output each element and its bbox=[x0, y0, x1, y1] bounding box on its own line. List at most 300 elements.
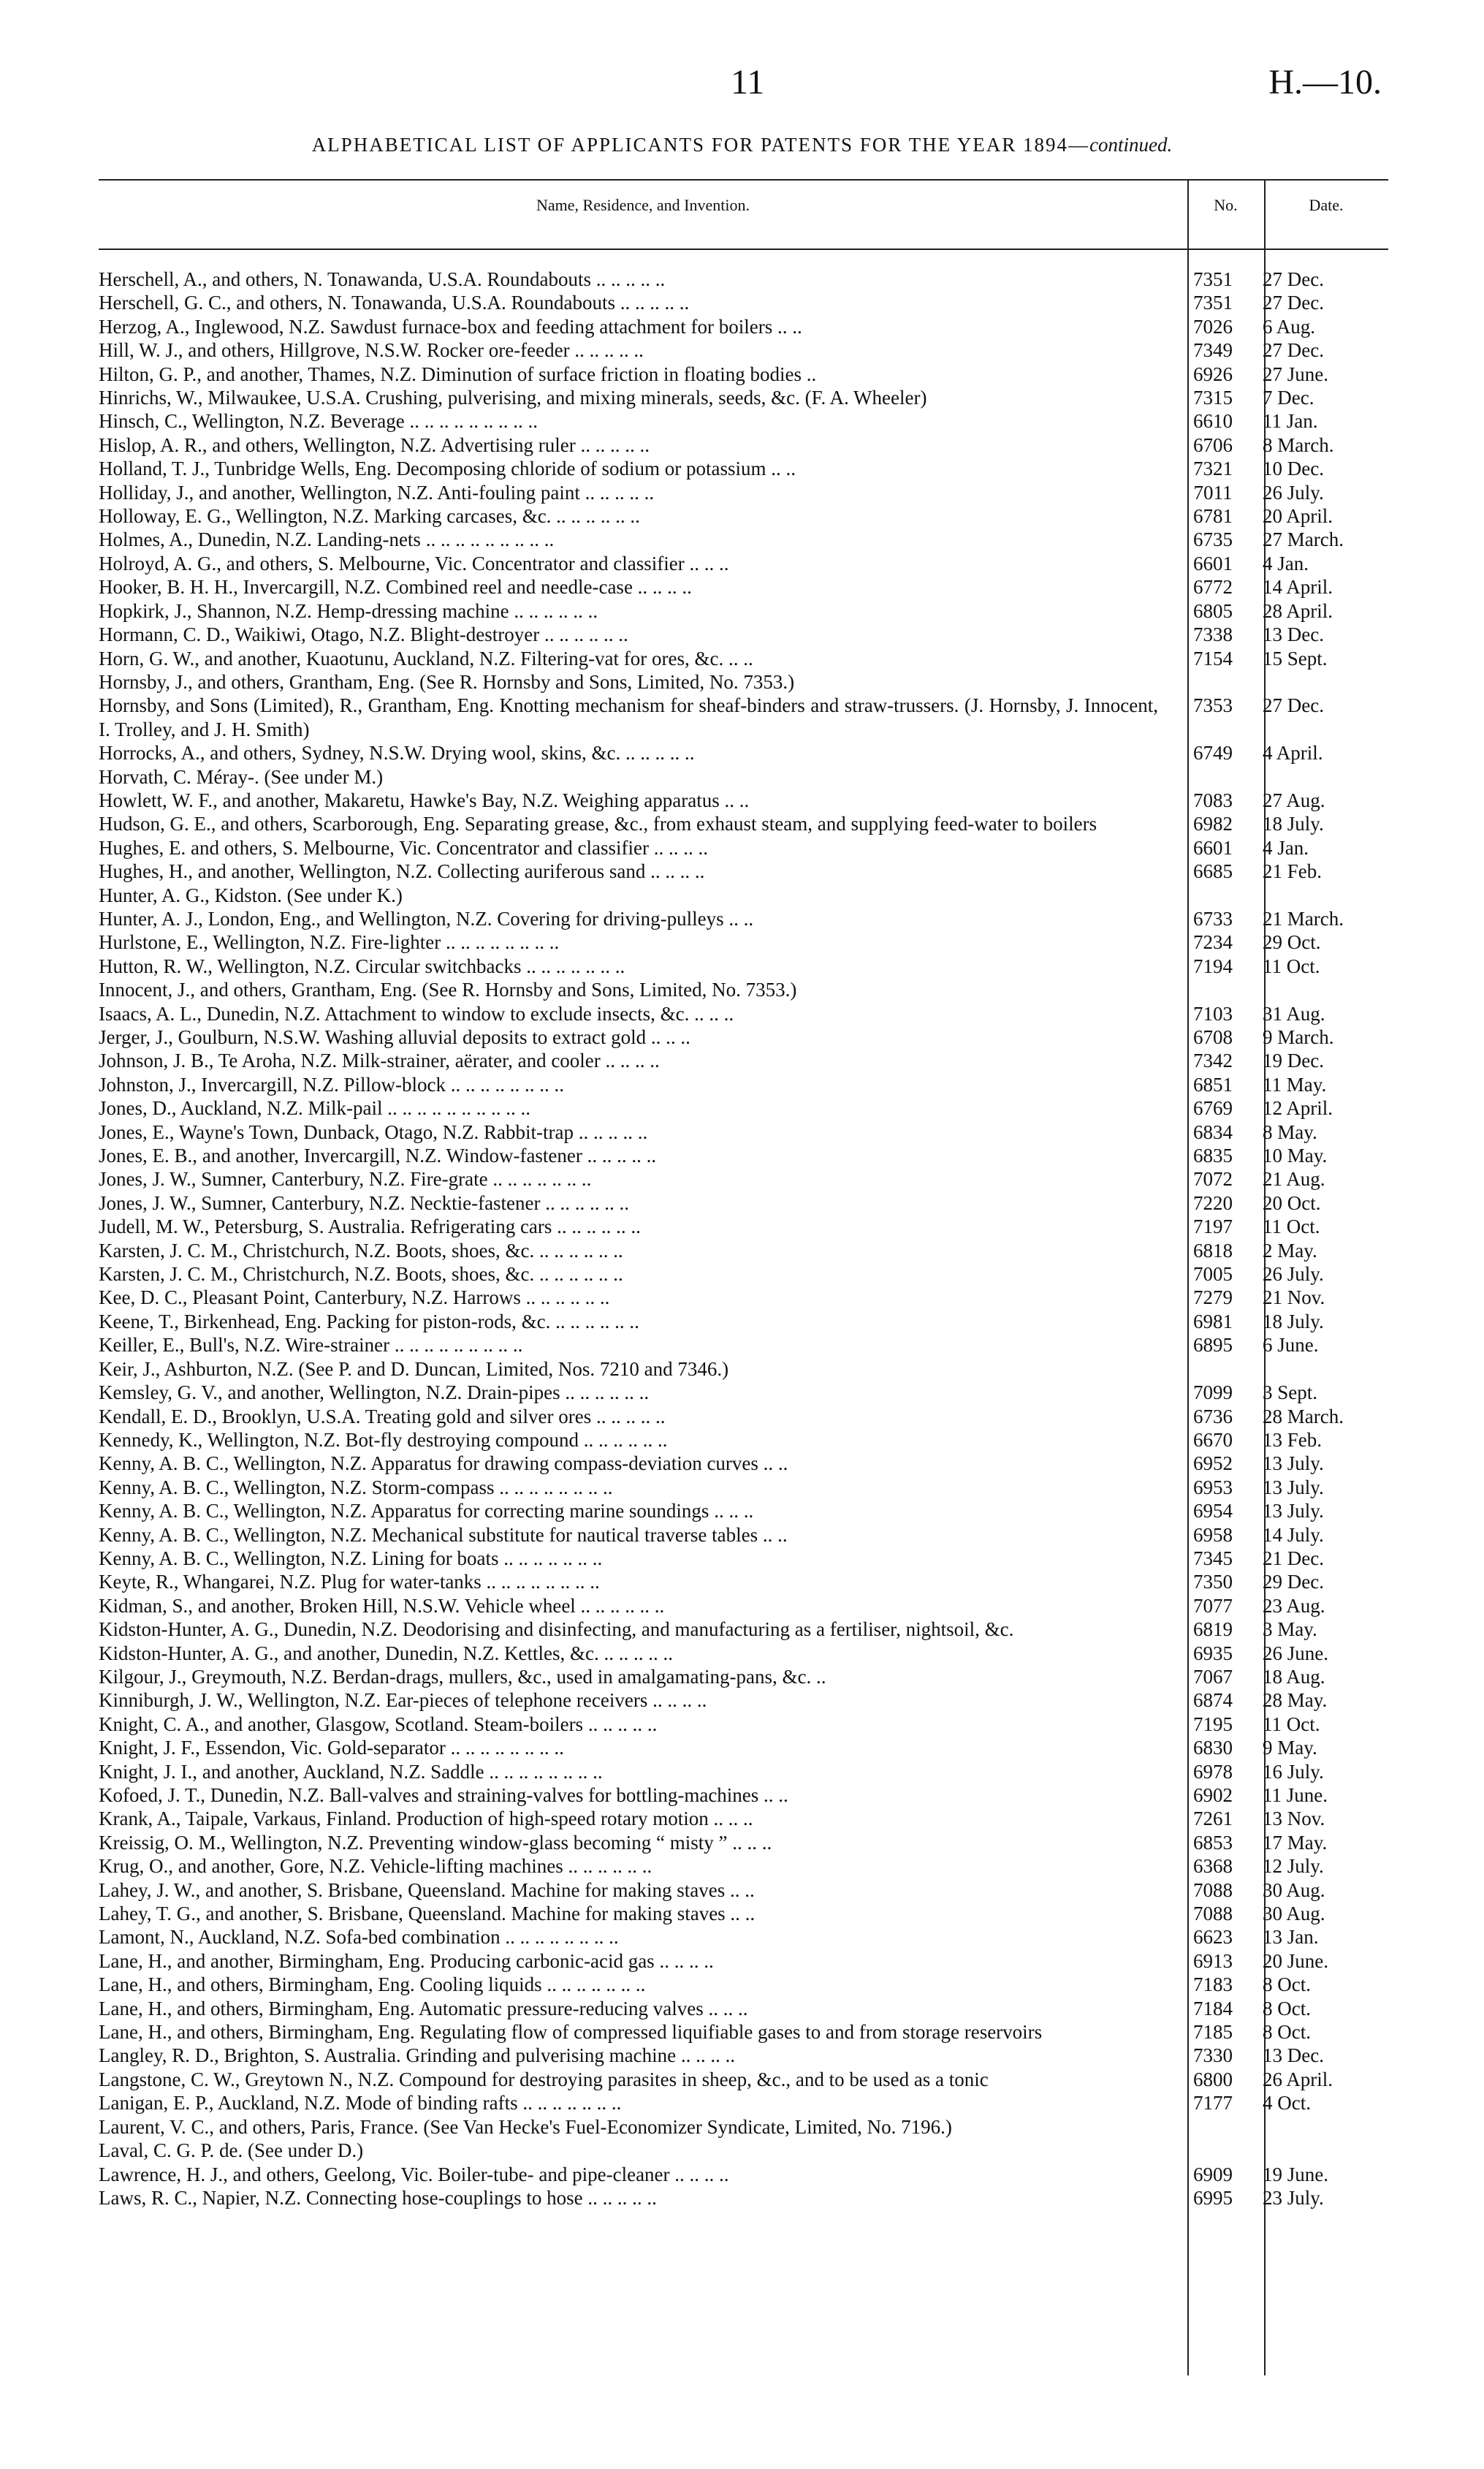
entry-number: 6834 bbox=[1193, 1120, 1233, 1143]
entry-text: Keyte, R., Whangarei, N.Z. Plug for water-tanks .. .. .. .. .. .. .. .. bbox=[99, 1571, 600, 1593]
entry-text: Horn, G. W., and another, Kuaotunu, Auckland, N.Z. Filtering-vat for ores, &c. .. .. bbox=[99, 647, 753, 670]
entry-text: Lamont, N., Auckland, N.Z. Sofa-bed combination .. .. .. .. .. .. .. .. bbox=[99, 1926, 619, 1949]
entry-date: 27 Dec. bbox=[1263, 339, 1324, 362]
entry-date: 11 Oct. bbox=[1263, 1713, 1320, 1735]
entry-date: 11 June. bbox=[1263, 1784, 1328, 1806]
entry-date: 26 July. bbox=[1263, 1263, 1324, 1286]
entry-text: Knight, J. I., and another, Auckland, N.Z. Saddle .. .. .. .. .. .. .. .. bbox=[99, 1760, 603, 1783]
column-header-no: No. bbox=[1214, 196, 1238, 214]
list-entry bbox=[99, 363, 1388, 386]
entry-text: Kinniburgh, J. W., Wellington, N.Z. Ear-pieces of telephone receivers .. .. .. .. bbox=[99, 1689, 707, 1712]
entry-number: 7077 bbox=[1193, 1594, 1233, 1617]
entry-number: 6982 bbox=[1193, 813, 1233, 835]
entry-date: 2 May. bbox=[1263, 1239, 1317, 1262]
entry-text: Laws, R. C., Napier, N.Z. Connecting hose-couplings to hose .. .. .. .. .. bbox=[99, 2186, 657, 2209]
entry-date: 13 Nov. bbox=[1263, 1808, 1325, 1830]
list-entry bbox=[99, 1594, 1388, 1617]
entry-text: Herzog, A., Inglewood, N.Z. Sawdust furnace-box and feeding attachment for boilers .. .. bbox=[99, 315, 802, 338]
entry-text: Kenny, A. B. C., Wellington, N.Z. Apparatus for correcting marine soundings .. .. .. bbox=[99, 1500, 754, 1522]
entry-text: Hopkirk, J., Shannon, N.Z. Hemp-dressing machine .. .. .. .. .. .. bbox=[99, 599, 598, 622]
entry-text: Lahey, J. W., and another, S. Brisbane, Queensland. Machine for making staves .. .. bbox=[99, 1878, 755, 1901]
entry-number: 6601 bbox=[1193, 552, 1233, 574]
entry-text: Howlett, W. F., and another, Makaretu, Hawke's Bay, N.Z. Weighing apparatus .. .. bbox=[99, 789, 750, 811]
entry-text: Hornsby, J., and others, Grantham, Eng. (See R. Hornsby and Sons, Limited, No. 7353.) bbox=[99, 670, 795, 693]
list-entry bbox=[99, 481, 1388, 504]
entry-text: Lawrence, H. J., and others, Geelong, Vic. Boiler-tube- and pipe-cleaner .. .. .. .. bbox=[99, 2163, 729, 2185]
entry-text: Kenny, A. B. C., Wellington, N.Z. Storm-compass .. .. .. .. .. .. .. .. bbox=[99, 1476, 613, 1498]
entry-text: Knight, J. F., Essendon, Vic. Gold-separator .. .. .. .. .. .. .. .. bbox=[99, 1737, 564, 1759]
list-entry bbox=[99, 1073, 1388, 1096]
entry-date: 27 June. bbox=[1263, 363, 1328, 385]
list-entry bbox=[99, 575, 1388, 599]
list-entry bbox=[99, 1357, 1388, 1381]
entry-date: 30 Aug. bbox=[1263, 1878, 1325, 1901]
applicant-list bbox=[99, 268, 1388, 2210]
entry-number: 6981 bbox=[1193, 1310, 1233, 1332]
entry-text: Holland, T. J., Tunbridge Wells, Eng. Decomposing chloride of sodium or potassium .. .. bbox=[99, 458, 796, 480]
entry-text: Jones, E. B., and another, Invercargill, N.Z. Window-fastener .. .. .. .. .. bbox=[99, 1145, 657, 1167]
list-entry bbox=[99, 884, 1388, 907]
entry-number: 6805 bbox=[1193, 599, 1233, 622]
entry-number: 7338 bbox=[1193, 623, 1233, 646]
entry-number: 7349 bbox=[1193, 339, 1233, 362]
entry-number: 7088 bbox=[1193, 1878, 1233, 1901]
entry-date: 11 Jan. bbox=[1263, 410, 1318, 433]
list-entry bbox=[99, 1902, 1388, 1925]
entry-number: 7103 bbox=[1193, 1002, 1233, 1025]
entry-date: 28 March. bbox=[1263, 1405, 1344, 1427]
entry-date: 8 Oct. bbox=[1263, 2021, 1311, 2044]
entry-number: 6851 bbox=[1193, 1073, 1233, 1096]
entry-text: Hudson, G. E., and others, Scarborough, Eng. Separating grease, &c., from exhaust steam, and supplying feed-water to boilers bbox=[99, 813, 1097, 835]
list-entry bbox=[99, 1476, 1388, 1499]
list-entry bbox=[99, 2186, 1388, 2210]
entry-date: 26 July. bbox=[1263, 481, 1324, 504]
entry-number: 6818 bbox=[1193, 1239, 1233, 1262]
entry-number: 6736 bbox=[1193, 1405, 1233, 1427]
entry-text: Hunter, A. G., Kidston. (See under K.) bbox=[99, 884, 403, 906]
entry-date: 18 July. bbox=[1263, 813, 1324, 835]
entry-text: Langley, R. D., Brighton, S. Australia. Grinding and pulverising machine .. .. .. .. bbox=[99, 2044, 736, 2067]
entry-date: 8 Oct. bbox=[1263, 1973, 1311, 1996]
list-entry bbox=[99, 552, 1388, 575]
entry-number: 7197 bbox=[1193, 1215, 1233, 1238]
entry-date: 19 June. bbox=[1263, 2163, 1328, 2185]
entry-text: Karsten, J. C. M., Christchurch, N.Z. Boots, shoes, &c. .. .. .. .. .. .. bbox=[99, 1239, 623, 1262]
list-entry bbox=[99, 1854, 1388, 1878]
list-entry bbox=[99, 836, 1388, 860]
list-entry bbox=[99, 1783, 1388, 1807]
list-entry bbox=[99, 789, 1388, 812]
document-title bbox=[0, 134, 1484, 156]
entry-text: Kennedy, K., Wellington, N.Z. Bot-fly destroying compound .. .. .. .. .. .. bbox=[99, 1428, 668, 1451]
entry-date: 11 May. bbox=[1263, 1073, 1327, 1096]
list-entry bbox=[99, 907, 1388, 930]
entry-number: 7195 bbox=[1193, 1713, 1233, 1735]
list-entry bbox=[99, 291, 1388, 314]
entry-date: 6 Aug. bbox=[1263, 315, 1316, 338]
entry-text: Hill, W. J., and others, Hillgrove, N.S.W. Rocker ore-feeder .. .. .. .. .. bbox=[99, 339, 644, 362]
entry-text: Krug, O., and another, Gore, N.Z. Vehicle-lifting machines .. .. .. .. .. .. bbox=[99, 1855, 652, 1878]
entry-date: 12 July. bbox=[1263, 1855, 1324, 1878]
entry-number: 7185 bbox=[1193, 2021, 1233, 2044]
list-entry bbox=[99, 1925, 1388, 1949]
column-header-name: Name, Residence, and Invention. bbox=[536, 196, 750, 214]
entry-date: 16 July. bbox=[1263, 1760, 1324, 1783]
entry-number: 6995 bbox=[1193, 2186, 1233, 2209]
entry-date: 11 Oct. bbox=[1263, 1215, 1320, 1238]
entry-text: Judell, M. W., Petersburg, S. Australia. Refrigerating cars .. .. .. .. .. .. bbox=[99, 1215, 641, 1238]
entry-number: 7154 bbox=[1193, 647, 1233, 670]
list-entry bbox=[99, 2020, 1388, 2044]
list-entry bbox=[99, 978, 1388, 1001]
list-entry bbox=[99, 955, 1388, 978]
entry-number: 6978 bbox=[1193, 1760, 1233, 1783]
list-entry bbox=[99, 765, 1388, 789]
list-entry bbox=[99, 1144, 1388, 1167]
entry-number: 7184 bbox=[1193, 1997, 1233, 2019]
entry-text: Kofoed, J. T., Dunedin, N.Z. Ball-valves and straining-valves for bottling-machines .. .. bbox=[99, 1784, 788, 1806]
entry-number: 6895 bbox=[1193, 1334, 1233, 1357]
entry-text: Knight, C. A., and another, Glasgow, Scotland. Steam-boilers .. .. .. .. .. bbox=[99, 1713, 658, 1735]
entry-date: 29 Oct. bbox=[1263, 931, 1321, 954]
entry-text: Herschell, A., and others, N. Tonawanda, U.S.A. Roundabouts .. .. .. .. .. bbox=[99, 268, 666, 290]
list-entry bbox=[99, 1997, 1388, 2020]
entry-date: 13 Dec. bbox=[1263, 2044, 1324, 2067]
entry-text: Kidston-Hunter, A. G., Dunedin, N.Z. Deodorising and disinfecting, and manufacturing as a fertiliser, nightsoil, &c. bbox=[99, 1618, 1014, 1641]
list-entry bbox=[99, 1167, 1388, 1191]
entry-date: 15 Sept. bbox=[1263, 647, 1328, 670]
entry-number: 7220 bbox=[1193, 1191, 1233, 1214]
entry-number: 6769 bbox=[1193, 1097, 1233, 1120]
entry-text: Kee, D. C., Pleasant Point, Canterbury, N.Z. Harrows .. .. .. .. .. .. bbox=[99, 1286, 610, 1309]
entry-date: 27 Dec. bbox=[1263, 268, 1324, 290]
entry-number: 7351 bbox=[1193, 292, 1233, 314]
list-entry bbox=[99, 1713, 1388, 1736]
list-entry bbox=[99, 1191, 1388, 1215]
entry-text: Hurlstone, E., Wellington, N.Z. Fire-lighter .. .. .. .. .. .. .. .. bbox=[99, 931, 560, 954]
entry-text: Kenny, A. B. C., Wellington, N.Z. Apparatus for drawing compass-deviation curves .. .. bbox=[99, 1452, 788, 1475]
entry-text: Jones, D., Auckland, N.Z. Milk-pail .. .. .. .. .. .. .. .. .. .. bbox=[99, 1097, 530, 1120]
list-entry bbox=[99, 1452, 1388, 1475]
list-entry bbox=[99, 1642, 1388, 1665]
list-entry bbox=[99, 1215, 1388, 1238]
list-entry bbox=[99, 1878, 1388, 1902]
entry-text: Hilton, G. P., and another, Thames, N.Z. Diminution of surface friction in floating bodies .. bbox=[99, 363, 817, 385]
entry-date: 20 June. bbox=[1263, 1949, 1328, 1972]
entry-text: Hinsch, C., Wellington, N.Z. Beverage .. .. .. .. .. .. .. .. .. bbox=[99, 410, 539, 433]
entry-number: 7083 bbox=[1193, 789, 1233, 811]
entry-number: 6926 bbox=[1193, 363, 1233, 385]
entry-text: Horrocks, A., and others, Sydney, N.S.W. Drying wool, skins, &c. .. .. .. .. .. bbox=[99, 742, 695, 765]
entry-number: 7351 bbox=[1193, 268, 1233, 290]
list-entry bbox=[99, 812, 1388, 835]
entry-text: Hinrichs, W., Milwaukee, U.S.A. Crushing, pulverising, and mixing minerals, seeds, &c. (F. A. Wheeler) bbox=[99, 387, 927, 409]
entry-text: Hislop, A. R., and others, Wellington, N.Z. Advertising ruler .. .. .. .. .. bbox=[99, 433, 650, 456]
entry-text: Lane, H., and others, Birmingham, Eng. Automatic pressure-reducing valves .. .. .. bbox=[99, 1997, 748, 2019]
entry-number: 6708 bbox=[1193, 1026, 1233, 1048]
entry-date: 28 May. bbox=[1263, 1689, 1328, 1712]
entry-number: 6909 bbox=[1193, 2163, 1233, 2185]
entry-number: 7088 bbox=[1193, 1903, 1233, 1925]
entry-text: Laurent, V. C., and others, Paris, France. (See Van Hecke's Fuel-Economizer Syndicate, Limited, No. 7196.) bbox=[99, 2115, 952, 2138]
entry-text: Krank, A., Taipale, Varkaus, Finland. Production of high-speed rotary motion .. .. .. bbox=[99, 1808, 753, 1830]
entry-number: 7261 bbox=[1193, 1808, 1233, 1830]
entry-date: 14 July. bbox=[1263, 1523, 1324, 1546]
entry-number: 7315 bbox=[1193, 387, 1233, 409]
list-entry bbox=[99, 860, 1388, 883]
entry-number: 7099 bbox=[1193, 1381, 1233, 1404]
entry-date: 18 Aug. bbox=[1263, 1665, 1325, 1688]
entry-number: 7342 bbox=[1193, 1050, 1233, 1072]
column-header-date: Date. bbox=[1309, 196, 1344, 214]
entry-date: 18 July. bbox=[1263, 1310, 1324, 1332]
entry-number: 7353 bbox=[1193, 694, 1233, 717]
entry-number: 6772 bbox=[1193, 576, 1233, 599]
entry-date: 13 July. bbox=[1263, 1476, 1324, 1498]
entry-number: 7350 bbox=[1193, 1571, 1233, 1593]
list-entry bbox=[99, 386, 1388, 409]
entry-date: 4 Jan. bbox=[1263, 836, 1309, 859]
entry-date: 8 May. bbox=[1263, 1120, 1317, 1143]
list-entry bbox=[99, 457, 1388, 480]
entry-number: 7072 bbox=[1193, 1168, 1233, 1191]
entry-text: Johnson, J. B., Te Aroha, N.Z. Milk-strainer, aërater, and cooler .. .. .. .. bbox=[99, 1050, 660, 1072]
entry-date: 7 Dec. bbox=[1263, 387, 1314, 409]
entry-number: 6749 bbox=[1193, 742, 1233, 765]
list-entry bbox=[99, 338, 1388, 362]
entry-number: 6835 bbox=[1193, 1145, 1233, 1167]
list-entry bbox=[99, 2163, 1388, 2186]
header-top-rule bbox=[99, 179, 1388, 181]
entry-number: 7011 bbox=[1193, 481, 1233, 504]
list-entry bbox=[99, 504, 1388, 528]
list-entry bbox=[99, 2115, 1388, 2139]
entry-number: 6954 bbox=[1193, 1500, 1233, 1522]
list-entry bbox=[99, 1428, 1388, 1452]
entry-text: Lane, H., and others, Birmingham, Eng. Cooling liquids .. .. .. .. .. .. .. bbox=[99, 1973, 646, 1996]
entry-text: Jerger, J., Goulburn, N.S.W. Washing alluvial deposits to extract gold .. .. .. bbox=[99, 1026, 690, 1048]
list-entry bbox=[99, 409, 1388, 433]
entry-text: Herschell, G. C., and others, N. Tonawanda, U.S.A. Roundabouts .. .. .. .. .. bbox=[99, 292, 690, 314]
entry-date: 20 Oct. bbox=[1263, 1191, 1321, 1214]
list-entry bbox=[99, 623, 1388, 646]
entry-date: 23 Aug. bbox=[1263, 1594, 1325, 1617]
entry-date: 9 May. bbox=[1263, 1737, 1317, 1759]
entry-text: Kreissig, O. M., Wellington, N.Z. Preventing window-glass becoming “ misty ” .. .. .. bbox=[99, 1831, 772, 1854]
entry-text: Laval, C. G. P. de. (See under D.) bbox=[99, 2139, 364, 2162]
page-number: 11 bbox=[731, 63, 765, 102]
entry-date: 20 April. bbox=[1263, 505, 1333, 528]
entry-date: 28 April. bbox=[1263, 599, 1333, 622]
entry-date: 21 Feb. bbox=[1263, 860, 1322, 883]
list-entry bbox=[99, 1665, 1388, 1688]
entry-number: 6706 bbox=[1193, 433, 1233, 456]
entry-text: Keir, J., Ashburton, N.Z. (See P. and D. Duncan, Limited, Nos. 7210 and 7346.) bbox=[99, 1357, 729, 1380]
entry-text: Keiller, E., Bull's, N.Z. Wire-strainer .. .. .. .. .. .. .. .. .. bbox=[99, 1334, 523, 1357]
entry-number: 6623 bbox=[1193, 1926, 1233, 1949]
list-entry bbox=[99, 1333, 1388, 1357]
entry-date: 19 Dec. bbox=[1263, 1050, 1324, 1072]
entry-number: 6874 bbox=[1193, 1689, 1233, 1712]
entry-date: 4 April. bbox=[1263, 742, 1323, 765]
entry-text: Kilgour, J., Greymouth, N.Z. Berdan-drags, mullers, &c., used in amalgamating-pans, &c. .. bbox=[99, 1665, 826, 1688]
list-entry bbox=[99, 930, 1388, 954]
entry-number: 6913 bbox=[1193, 1949, 1233, 1972]
entry-date: 30 Aug. bbox=[1263, 1903, 1325, 1925]
entry-number: 6830 bbox=[1193, 1737, 1233, 1759]
entry-number: 6368 bbox=[1193, 1855, 1233, 1878]
entry-text: Karsten, J. C. M., Christchurch, N.Z. Boots, shoes, &c. .. .. .. .. .. .. bbox=[99, 1263, 623, 1286]
entry-text: Hughes, H., and another, Wellington, N.Z. Collecting auriferous sand .. .. .. .. bbox=[99, 860, 705, 883]
entry-number: 7194 bbox=[1193, 955, 1233, 977]
entry-date: 27 Dec. bbox=[1263, 292, 1324, 314]
entry-date: 11 Oct. bbox=[1263, 955, 1320, 977]
list-entry bbox=[99, 1286, 1388, 1309]
entry-text: Keene, T., Birkenhead, Eng. Packing for piston-rods, &c. .. .. .. .. .. .. bbox=[99, 1310, 639, 1332]
list-entry bbox=[99, 694, 1388, 741]
entry-text: Jones, J. W., Sumner, Canterbury, N.Z. Necktie-fastener .. .. .. .. .. .. bbox=[99, 1191, 630, 1214]
entry-number: 6853 bbox=[1193, 1831, 1233, 1854]
list-entry bbox=[99, 1807, 1388, 1830]
entry-date: 13 Feb. bbox=[1263, 1428, 1322, 1451]
entry-number: 6685 bbox=[1193, 860, 1233, 883]
entry-number: 6952 bbox=[1193, 1452, 1233, 1475]
entry-number: 6670 bbox=[1193, 1428, 1233, 1451]
list-entry bbox=[99, 528, 1388, 551]
entry-date: 9 March. bbox=[1263, 1026, 1334, 1048]
list-entry bbox=[99, 1547, 1388, 1570]
entry-text: Hughes, E. and others, S. Melbourne, Vic. Concentrator and classifier .. .. .. .. bbox=[99, 836, 708, 859]
entry-text: Hornsby, and Sons (Limited), R., Grantham, Eng. Knotting mechanism for sheaf-binders and straw-trussers. (J. Hornsby, J. Innocent, I. Trolley, and J. H. Smith) bbox=[99, 694, 1158, 740]
entry-number: 7026 bbox=[1193, 315, 1233, 338]
entry-text: Kenny, A. B. C., Wellington, N.Z. Mechanical substitute for nautical traverse tables .. .. bbox=[99, 1523, 788, 1546]
list-entry bbox=[99, 599, 1388, 623]
entry-number: 6735 bbox=[1193, 528, 1233, 551]
entry-number: 6781 bbox=[1193, 505, 1233, 528]
list-entry bbox=[99, 1688, 1388, 1712]
entry-text: Innocent, J., and others, Grantham, Eng. (See R. Hornsby and Sons, Limited, No. 7353.) bbox=[99, 979, 797, 1001]
entry-text: Holmes, A., Dunedin, N.Z. Landing-nets .. .. .. .. .. .. .. .. .. bbox=[99, 528, 555, 551]
list-entry bbox=[99, 2068, 1388, 2091]
list-entry bbox=[99, 1949, 1388, 1973]
entry-text: Kidman, S., and another, Broken Hill, N.S.W. Vehicle wheel .. .. .. .. .. .. bbox=[99, 1594, 665, 1617]
entry-number: 6610 bbox=[1193, 410, 1233, 433]
entry-text: Lane, H., and others, Birmingham, Eng. Regulating flow of compressed liquifiable gases to and from storage reservoirs bbox=[99, 2021, 1043, 2044]
list-entry bbox=[99, 1760, 1388, 1783]
entry-date: 10 Dec. bbox=[1263, 458, 1324, 480]
entry-text: Holroyd, A. G., and others, S. Melbourne, Vic. Concentrator and classifier .. .. .. bbox=[99, 552, 729, 574]
entry-date: 10 May. bbox=[1263, 1145, 1328, 1167]
entry-date: 3 Sept. bbox=[1263, 1381, 1318, 1404]
list-entry bbox=[99, 1381, 1388, 1404]
list-entry bbox=[99, 1973, 1388, 1996]
entry-text: Isaacs, A. L., Dunedin, N.Z. Attachment to window to exclude insects, &c. .. .. .. bbox=[99, 1002, 734, 1025]
entry-text: Johnston, J., Invercargill, N.Z. Pillow-block .. .. .. .. .. .. .. .. bbox=[99, 1073, 564, 1096]
title-main: ALPHABETICAL LIST OF APPLICANTS FOR PATENTS FOR THE YEAR 1894— bbox=[311, 134, 1090, 156]
entry-text: Horvath, C. Méray-. (See under M.) bbox=[99, 765, 384, 788]
list-entry bbox=[99, 1736, 1388, 1759]
list-entry bbox=[99, 1831, 1388, 1854]
entry-date: 12 April. bbox=[1263, 1097, 1333, 1120]
entry-number: 6819 bbox=[1193, 1618, 1233, 1641]
entry-number: 7005 bbox=[1193, 1263, 1233, 1286]
entry-text: Jones, E., Wayne's Town, Dunback, Otago, N.Z. Rabbit-trap .. .. .. .. .. bbox=[99, 1120, 648, 1143]
entry-date: 3 May. bbox=[1263, 1618, 1317, 1641]
list-entry bbox=[99, 1262, 1388, 1286]
list-entry bbox=[99, 1570, 1388, 1593]
entry-number: 7345 bbox=[1193, 1547, 1233, 1569]
entry-date: 13 July. bbox=[1263, 1452, 1324, 1475]
entry-date: 13 Dec. bbox=[1263, 623, 1324, 646]
entry-number: 6958 bbox=[1193, 1523, 1233, 1546]
entry-number: 7234 bbox=[1193, 931, 1233, 954]
list-entry bbox=[99, 1310, 1388, 1333]
page-reference: H.—10. bbox=[1268, 63, 1382, 102]
list-entry bbox=[99, 2091, 1388, 2115]
list-entry bbox=[99, 1096, 1388, 1120]
entry-date: 31 Aug. bbox=[1263, 1002, 1325, 1025]
entry-number: 7321 bbox=[1193, 458, 1233, 480]
entry-text: Holliday, J., and another, Wellington, N.Z. Anti-fouling paint .. .. .. .. .. bbox=[99, 481, 655, 504]
entry-date: 26 June. bbox=[1263, 1642, 1328, 1664]
list-entry bbox=[99, 1523, 1388, 1547]
entry-date: 23 July. bbox=[1263, 2186, 1324, 2209]
entry-number: 6800 bbox=[1193, 2068, 1233, 2090]
entry-text: Lane, H., and another, Birmingham, Eng. Producing carbonic-acid gas .. .. .. .. bbox=[99, 1949, 714, 1972]
entry-number: 6935 bbox=[1193, 1642, 1233, 1664]
entry-number: 7183 bbox=[1193, 1973, 1233, 1996]
entry-date: 21 Aug. bbox=[1263, 1168, 1325, 1191]
entry-date: 17 May. bbox=[1263, 1831, 1328, 1854]
entry-date: 27 Dec. bbox=[1263, 694, 1324, 717]
entry-date: 21 Nov. bbox=[1263, 1286, 1325, 1309]
entry-date: 21 March. bbox=[1263, 907, 1344, 930]
entry-date: 29 Dec. bbox=[1263, 1571, 1324, 1593]
list-entry bbox=[99, 433, 1388, 457]
list-entry bbox=[99, 741, 1388, 765]
entry-number: 7330 bbox=[1193, 2044, 1233, 2067]
entry-date: 4 Jan. bbox=[1263, 552, 1309, 574]
entry-text: Hooker, B. H. H., Invercargill, N.Z. Combined reel and needle-case .. .. .. .. bbox=[99, 576, 692, 599]
entry-date: 21 Dec. bbox=[1263, 1547, 1324, 1569]
entry-date: 26 April. bbox=[1263, 2068, 1333, 2090]
list-entry bbox=[99, 1617, 1388, 1641]
list-entry bbox=[99, 315, 1388, 338]
list-entry bbox=[99, 2139, 1388, 2162]
entry-text: Hunter, A. J., London, Eng., and Wellington, N.Z. Covering for driving-pulleys .. .. bbox=[99, 907, 754, 930]
list-entry bbox=[99, 268, 1388, 291]
entry-date: 8 March. bbox=[1263, 433, 1334, 456]
entry-number: 7067 bbox=[1193, 1665, 1233, 1688]
list-entry bbox=[99, 1002, 1388, 1025]
entry-text: Langstone, C. W., Greytown N., N.Z. Compound for destroying parasites in sheep, &c., and to be used as a tonic bbox=[99, 2068, 989, 2090]
list-entry bbox=[99, 1499, 1388, 1522]
list-entry bbox=[99, 670, 1388, 694]
entry-date: 13 July. bbox=[1263, 1500, 1324, 1522]
header-bottom-rule bbox=[99, 249, 1388, 250]
list-entry bbox=[99, 2044, 1388, 2067]
list-entry bbox=[99, 1239, 1388, 1262]
entry-text: Kendall, E. D., Brooklyn, U.S.A. Treating gold and silver ores .. .. .. .. .. bbox=[99, 1405, 666, 1427]
entry-text: Kidston-Hunter, A. G., and another, Dunedin, N.Z. Kettles, &c. .. .. .. .. .. bbox=[99, 1642, 673, 1664]
list-entry bbox=[99, 1049, 1388, 1072]
entry-date: 14 April. bbox=[1263, 576, 1333, 599]
entry-date: 13 Jan. bbox=[1263, 1926, 1319, 1949]
list-entry bbox=[99, 647, 1388, 670]
list-entry bbox=[99, 1025, 1388, 1049]
entry-text: Kemsley, G. V., and another, Wellington, N.Z. Drain-pipes .. .. .. .. .. .. bbox=[99, 1381, 650, 1404]
